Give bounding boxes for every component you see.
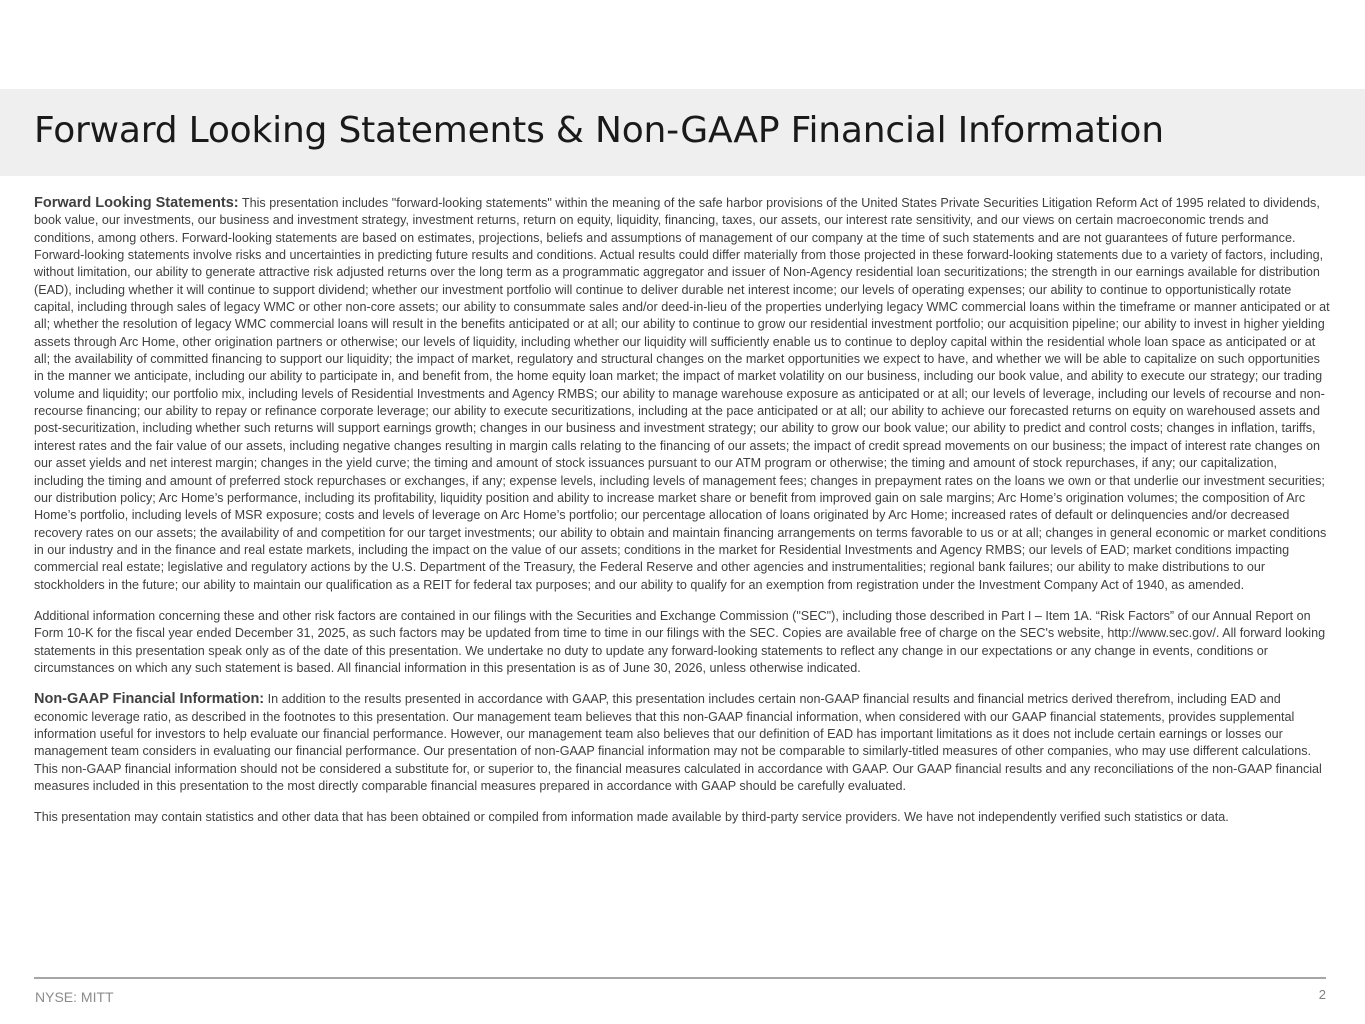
non-gaap-heading: Non-GAAP Financial Information: <box>34 691 265 708</box>
non-gaap-paragraph <box>34 691 1330 795</box>
footer-divider <box>34 977 1326 979</box>
forward-looking-heading: Forward Looking Statements: <box>34 195 239 211</box>
page-number: 2 <box>1318 987 1326 1002</box>
non-gaap-body: In addition to the results presented in accordance with GAAP, this presentation includes certain non-GAAP financial results and financial metrics derived therefrom, including EAD and economic leverage ratio, as described in the footnotes to this presentation. Our management team believes that this non-GAAP financial information, when considered with our GAAP financial statements, provides supplemental information useful for investors to help evaluate our financial performance. However, our management team also believes that our definition of EAD has important limitations as it does not include certain earnings or losses our management team considers in evaluating our financial performance. Our presentation of non-GAAP financial information may not be comparable to similarly-titled measures of other companies, who may use different calculations. This non-GAAP financial information should not be considered a substitute for, or superior to, the financial measures calculated in accordance with GAAP. Our GAAP financial results and any reconciliations of the non-GAAP financial measures included in this presentation to the most directly comparable financial measures prepared in accordance with GAAP should be carefully evaluated. <box>34 692 1322 793</box>
forward-looking-paragraph <box>34 195 1330 594</box>
additional-info-paragraph: Additional information concerning these and other risk factors are contained in our filings with the Securities and Exchange Commission ("SEC"), including those described in Part I – Item 1A. “Risk Factors” of our Annual Report on Form 10-K for the fiscal year ended December 31, 2025, as such factors may be updated from time to time in our filings with the SEC. Copies are available free of charge on the SEC's website, http://www.sec.gov/. All forward looking statements in this presentation speak only as of the date of this presentation. We undertake no duty to update any forward-looking statements to reflect any change in our expectations or any change in events, conditions or circumstances on which any such statement is based. All financial information in this presentation is as of June 30, 2026, unless otherwise indicated. <box>34 608 1326 675</box>
forward-looking-body: This presentation includes "forward-looking statements" within the meaning of the safe harbor provisions of the United States Private Securities Litigation Reform Act of 1995 related to dividends, book value, our investments, our business and investment strategy, investment returns, return on equity, liquidity, financing, taxes, our assets, our interest rate sensitivity, and our views on certain macroeconomic trends and conditions, among others. Forward-looking statements are based on estimates, projections, beliefs and assumptions of management of our company at the time of such statements and are not guarantees of future performance. Forward-looking statements involve risks and uncertainties in predicting future results and conditions. Actual results could differ materially from those projected in these forward-looking statements due to a variety of factors, including, without limitation, our ability to generate attractive risk adjusted returns over the long term as a programmatic aggregator and issuer of Non-Agency residential loan securitizations; the strength in our earnings available for distribution (EAD), including whether it will continue to support dividend; whether our investment portfolio will continue to deliver durable net interest income; our levels of operating expenses; our ability to continue to opportunistically rotate capital, including through sales of legacy WMC or other non-core assets; our ability to consummate sales and/or deed-in-lieu of the properties underlying legacy WMC commercial loans within the timeframe or manner anticipated or at all; whether the resolution of legacy WMC commercial loans will result in the benefits anticipated or at all; our ability to continue to grow our residential investment portfolio; our acquisition pipeline; our ability to invest in higher yielding assets through Arc Home, other origination partners or otherwise; our levels of liquidity, including whether our liquidity will sufficiently enable us to continue to deploy capital within the residential whole loan space as anticipated or at all; the availability of committed financing to support our liquidity; the impact of market, regulatory and structural changes on the market opportunities we expect to have, and whether we will be able to capitalize on such opportunities in the manner we anticipate, including our ability to participate in, and benefit from, the home equity loan market; the impact of market volatility on our business, including our book value, and ability to execute our strategy; our trading volume and liquidity; our portfolio mix, including levels of Residential Investments and Agency RMBS; our ability to manage warehouse exposure as anticipated or at all; our levels of leverage, including our levels of recourse and non-recourse financing; our ability to repay or refinance corporate leverage; our ability to execute securitizations, including at the pace anticipated or at all; our ability to achieve our forecasted returns on equity on warehoused assets and post-securitization, including whether such returns will support earnings growth; changes in our business and investment strategy; our ability to grow our book value; our ability to predict and control costs; changes in inflation, tariffs, interest rates and the fair value of our assets, including negative changes resulting in margin calls relating to the financing of our assets; the impact of credit spread movements on our business; the impact of interest rate changes on our asset yields and net interest margin; changes in the yield curve; the timing and amount of stock issuances pursuant to our ATM program or otherwise; the timing and amount of stock repurchases, if any; our capitalization, including the timing and amount of preferred stock repurchases or exchanges, if any; expense levels, including levels of management fees; changes in prepayment rates on the loans we own or that underlie our investment securities; our distribution policy; Arc Home’s performance, including its profitability, liquidity position and ability to increase market share or benefit from improved gain on sale margins; Arc Home’s origination volumes; the composition of Arc Home’s portfolio, including levels of MSR exposure; costs and levels of leverage on Arc Home’s portfolio; our percentage allocation of loans originated by Arc Home; increased rates of default or delinquencies and/or decreased recovery rates on our assets; the availability of and competition for our target investments; our ability to obtain and maintain financing arrangements on terms favorable to us or at all; changes in general economic or market conditions in our industry and in the finance and real estate markets, including the impact on the value of our assets; conditions in the market for Residential Investments and Agency RMBS; our levels of EAD; market conditions impacting commercial real estate; legislative and regulatory actions by the U.S. Department of the Treasury, the Federal Reserve and other agencies and instrumentalities; regional bank failures; our ability to make distributions to our stockholders in the future; our ability to maintain our qualification as a REIT for federal tax purposes; and our ability to qualify for an exemption from registration under the Investment Company Act of 1940, as amended. <box>34 196 1330 592</box>
footer-ticker: NYSE: MITT <box>35 989 114 1005</box>
page-title: Forward Looking Statements & Non-GAAP Financial Information <box>34 110 1164 151</box>
disclaimer-content <box>34 195 1330 827</box>
third-party-paragraph: This presentation may contain statistics and other data that has been obtained or compiled from information made available by third-party service providers. We have not independently verified such statistics or data. <box>34 810 1229 825</box>
